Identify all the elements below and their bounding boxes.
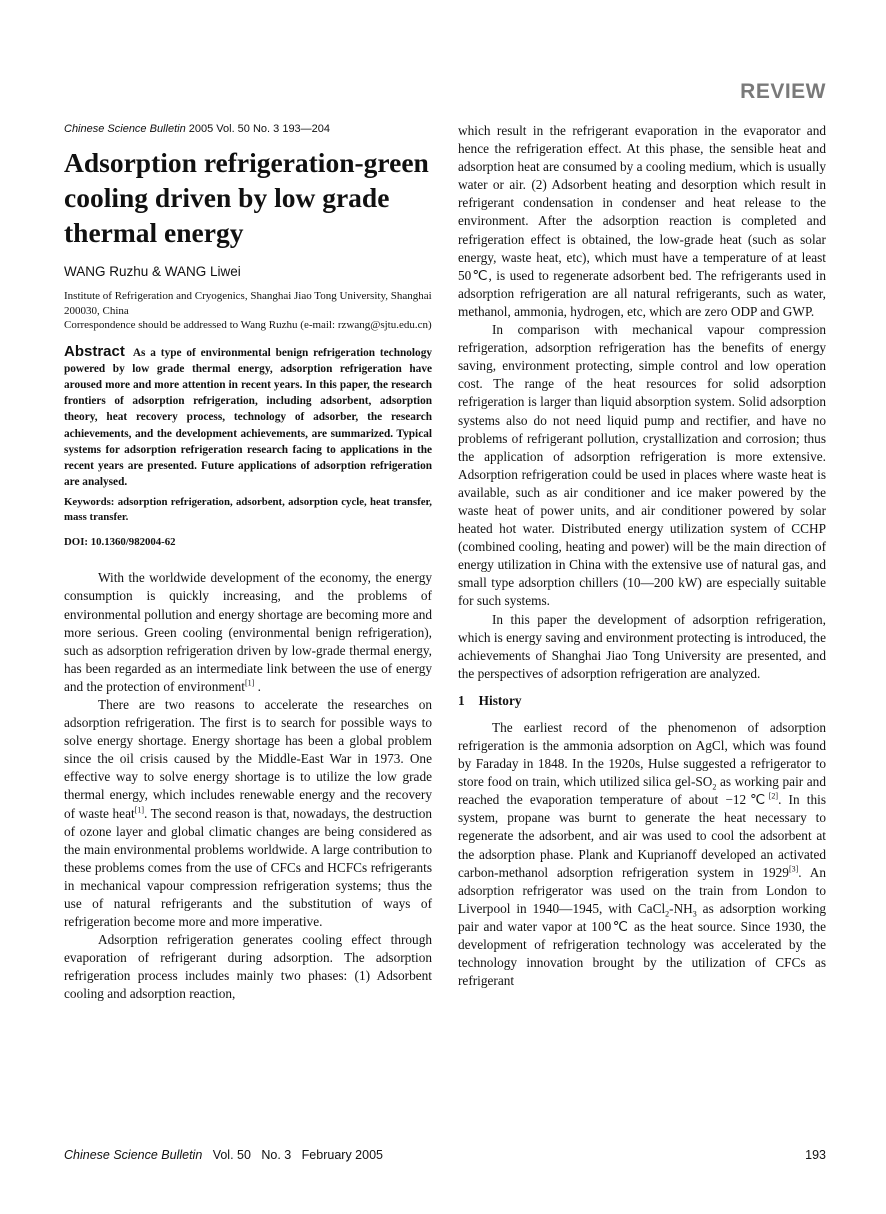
paragraph: which result in the refrigerant evaporation in the evaporator and hence the refrigeration effect. At this phase, the sensible heat and adsorption heat are consumed by a cooling medium, which is usually water or air. (2) Adsorbent heating and desorption which result in refrigerant condensation in condenser and heat release to the environment. After the adsorption reaction is completed and refrigeration effect is obtained, the low-grade heat (such as solar energy, waste heat, etc), which must have a temperature of at least 50℃, is used to regenerate adsorbent bed. The refrigerants used in adsorption refrigeration are all natural refrigerants, such as water, methanol, ammonia, hydrogen, etc, which are zero ODP and GWP. [458,123,826,319]
affiliation-correspondence: Correspondence should be addressed to Wang Ruzhu (e-mail: rzwang@sjtu.edu.cn) [64,319,432,331]
affiliation [64,289,432,333]
paragraph: The earliest record of the phenomenon of adsorption refrigeration is the ammonia adsorption on AgCl, which was found by Faraday in 1848. In the 1920s, Hulse suggested a refrigerator to store food on train, which utilized silica gel-$SO_2$ as working pair and reached the evaporation temperature of about −12℃[2]. In this system, propane was burnt to generate the heat necessary to regenerate the adsorbent, and air was used to cool the adsorbent at the adsorption phase. Plank and Kuprianoff developed an activated carbon-methanol adsorption refrigeration system in 1929[3]. An adsorption refrigerator was used on the train from London to Liverpool in 1940—1945, with $CaCl_2-NH_3$ as adsorption working pair and water vapor at 100℃ as the heat source. Since 1930, the development of refrigeration technology was accelerated by the technology innovation brought by the utilization of CFCs as refrigerant [458,719,826,989]
citation: [2] [768,791,779,801]
section-number: 1 [458,692,465,708]
abstract-label: Abstract [64,342,125,360]
page-number: 193 [805,1148,826,1162]
article-title: Adsorption refrigeration-green cooling driven by low grade thermal energy [64,147,429,248]
citation: [1] [244,678,255,688]
body-left [64,569,432,1003]
journal-details: 2005 Vol. 50 No. 3 193—204 [188,123,331,135]
abstract-text: As a type of environmental benign refrigeration technology powered by low grade thermal energy, adsorption refrigeration have aroused more and more attention in recent years. In this paper, the research frontiers of adsorption refrigeration, including adsorbent, adsorption theory, heat recovery process, technology of adsorber, the research achievements, and the development achievements, are summarized. Typical systems for adsorption refrigeration research facing to applications in the recent years are presented. Future applications of adsorption refrigeration are analysed. [64,346,432,489]
authors: WANG Ruzhu & WANG Liwei [64,264,241,279]
section-title: History [478,692,522,708]
section-heading [458,693,826,709]
citation: [3] [788,864,799,874]
doi [64,536,432,548]
journal-line [64,123,432,135]
section-label: REVIEW [740,80,826,103]
paragraph: There are two reasons to accelerate the researches on adsorption refrigeration. The first is to search for possible ways to solve energy shortage. Energy shortage has been a global problem since the oil crisis caused by the Middle-East War in 1973. One effective way to solve energy shortage is to utilize the low grade thermal energy, which includes renewable energy and the recovery of waste heat[1]. The second reason is that, nowadays, the destruction of ozone layer and global climatic changes are being considered as the main environmental problems worldwide. A large contribution to these problems comes from the use of CFCs and HCFCs refrigerants in mechanical vapour compression refrigeration systems; thus the use of natural refrigerants and the substitution of ways of refrigeration become more and more imperative. [64,696,432,930]
left-column [64,123,432,1004]
affiliation-institute: Institute of Refrigeration and Cryogenics, Shanghai Jiao Tong University, Shanghai 200030, China [64,290,432,317]
paragraph: In comparison with mechanical vapour compression refrigeration, adsorption refrigeration has the benefits of energy saving, environment protecting, simple control and low operation cost. The range of the heat resources for solid adsorption refrigeration is larger than liquid absorption system. Solid adsorption systems also do not need liquid pump and rectifier, and have no problems of refrigerant pollution, crystallization and corrosion; thus the application of adsorption refrigeration is more extensive. Adsorption refrigeration could be used in places where waste heat is available, such as air conditioner and ice maker powered by the waste heat of power units, and air conditioner powered by solar heated hot water. Distributed energy utilization system of CCHP (combined cooling, heating and power) will be the main direction of energy utilization in China with the extensive use of natural gas, and small type adsorption chillers (10—200 kW) are especially suitable for such systems. [458,322,826,609]
footer-citation: Chinese Science Bulletin Vol. 50 No. 3 February 2005 [64,1148,383,1162]
citation: [1] [134,805,144,815]
journal-name: Chinese Science Bulletin [64,123,186,135]
paragraph: With the worldwide development of the economy, the energy consumption is quickly increasing, and the problems of environmental pollution and energy shortage are becoming more and more serious. Green cooling (environmental benign refrigeration), such as adsorption refrigeration driven by low-grade thermal energy, has been regarded as an intermediate link between the use of energy and the protection of environment[1] . [64,570,432,694]
paragraph: In this paper the development of adsorption refrigeration, which is energy saving and environment protecting is introduced, the achievements of Shanghai Jiao Tong University are presented, and the perspectives of adsorption refrigeration are analyzed. [458,611,826,681]
doi-value: 10.1360/982004-62 [90,536,176,549]
right-column [458,122,826,990]
keywords-text: adsorption refrigeration, adsorbent, adsorption cycle, heat transfer, mass transfer. [64,496,433,523]
keywords-label: Keywords: [64,496,115,509]
paragraph: Adsorption refrigeration generates cooling effect through evaporation of refrigerant during adsorption. The adsorption refrigeration process includes mainly two phases: (1) Adsorbent cooling and adsorption reaction, [64,932,432,1002]
doi-label: DOI: [64,536,88,549]
abstract [64,344,432,491]
keywords [64,495,432,524]
